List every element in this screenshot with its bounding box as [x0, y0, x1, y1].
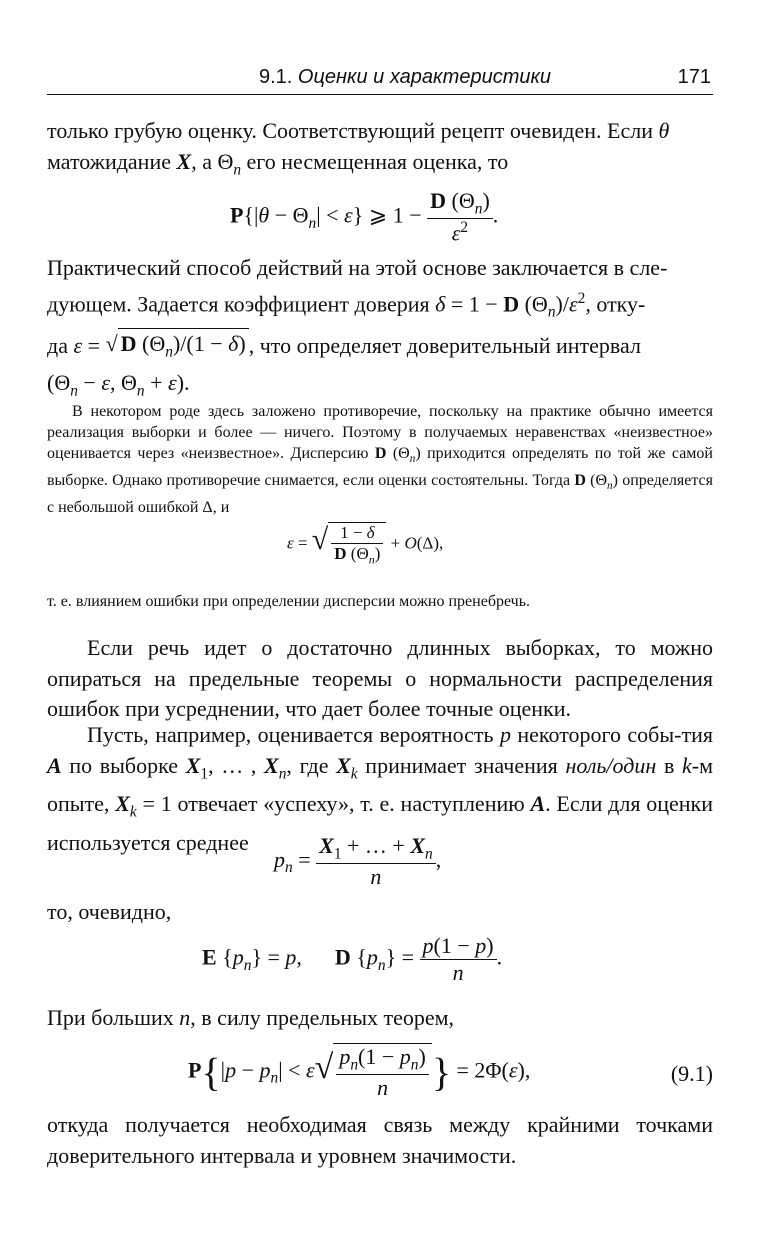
paragraph-7-text: откуда получается необходимая связь между крайними точками доверительного интервала и уровнем значимости.: [47, 1112, 713, 1168]
remark-block: [47, 401, 713, 518]
remark-end: [47, 591, 713, 612]
equation-sample-mean: $p_n$ = $\frac{X_1 + \dots + X_n}{n}$ ,: [274, 833, 442, 890]
running-header: [47, 62, 713, 95]
page-number: 171: [677, 66, 711, 88]
equation-epsilon-approx: ε = √ $\frac{1 - \delta}{D (\Theta_n)}$ + O(Δ),: [287, 523, 444, 567]
paragraph-6: [47, 1003, 713, 1034]
paragraph-1-text: только грубую оценку. Соответствующий рецепт очевиден. Если θ матожидание X, а $\Theta_n$ его несмещенная оценка, то: [47, 118, 670, 178]
paragraph-3-text: Если речь идет о достаточно длинных выборках, то можно опираться на предельные теоремы о нормальности распределения ошибок при усреднении, что дает более точные оценки.: [47, 635, 713, 721]
equation-mean-variance: E $\{p_n\} = p$, D $\{p_n\}$ = $\frac{p(1 - p)}{n}$ .: [202, 933, 503, 985]
paragraph-5: [47, 897, 713, 928]
equation-9-1: $P\{|p - p_n| < \varepsilon√$ $\frac{p_n(1 - p_n)}{n}$ } = 2Φ(ε),: [188, 1044, 531, 1101]
equation-confidence-bound: $P\{|\theta - \Theta_n| < \varepsilon\}$ ⩾ 1 − $\frac{D (\Theta_n)}{\varepsilon^2}$ .: [230, 188, 499, 246]
paragraph-5-text: то, очевидно,: [47, 899, 172, 924]
paragraph-7: [47, 1110, 713, 1171]
paragraph-2-text: Практический способ действий на этой основе заключается в сле- дующем. Задается коэффициент доверия δ = 1 − D $(\Theta_n)/\varepsilon^2$, отку- да ε = √ D $(\Theta_n)/(1 - \delta)$ , что определяет доверительный интервал ($\Theta_n - \varepsilon$, $\Theta_n + \varepsilon$).: [47, 255, 668, 399]
paragraph-3: [47, 633, 713, 725]
remark-end-text: т. е. влиянием ошибки при определении дисперсии можно пренебречь.: [47, 593, 530, 610]
paragraph-1: [47, 116, 713, 185]
remark-text: В некотором роде здесь заложено противоречие, поскольку на практике обычно имеется реализация выборки и более — ничего. Поэтому в получаемых неравенствах «неизвестное» оценивается через «неизвестное». Дисперсию D $(\Theta_n)$ приходится определять по той же самой выборке. Однако противоречие снимается, если оценки состоятельны. Тогда D $(\Theta_n)$ определяется с небольшой ошибкой Δ, и: [47, 403, 713, 517]
paragraph-4-text: Пусть, например, оценивается вероятность p некоторого собы-тия A по выборке $X_1$, … , $X_n$, где $X_k$ принимает значения ноль/один в k-м опыте, $X_k = 1$ отвечает «успеху», т. е. наступлению A. Если для оценки используется среднее: [47, 722, 714, 856]
equation-number: (9.1): [670, 1061, 713, 1086]
paragraph-6-text: При больших n, в силу предельных теорем,: [47, 1005, 455, 1030]
paragraph-2: [47, 253, 713, 407]
running-title: 9.1. Оценки и характеристики: [259, 66, 552, 88]
